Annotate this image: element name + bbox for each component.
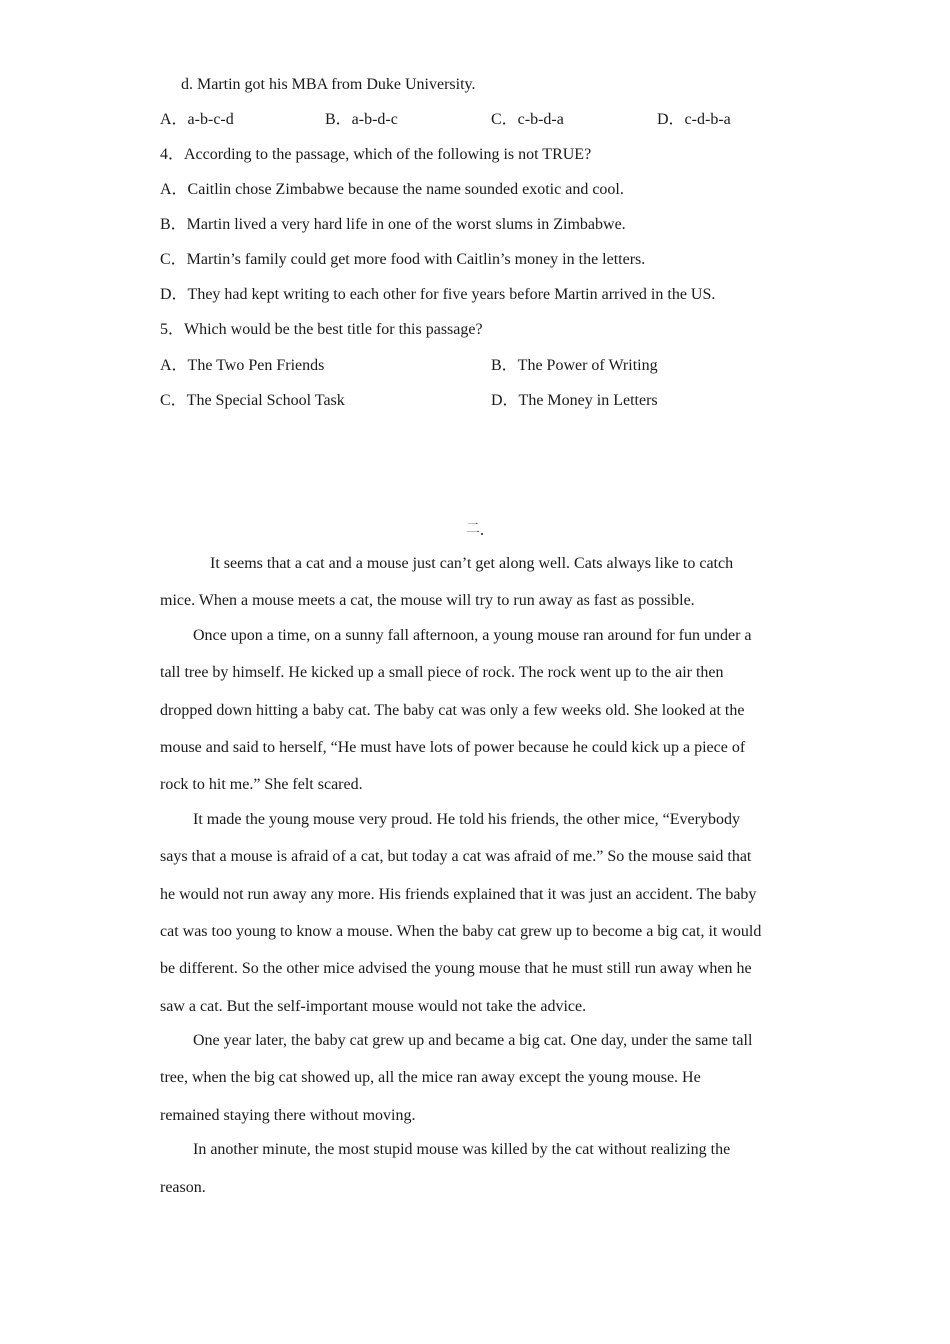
passage-line: says that a mouse is afraid of a cat, but today a cat was afraid of me.” So the mouse said that xyxy=(160,848,752,865)
q4-option-a: A．Caitlin chose Zimbabwe because the name sounded exotic and cool. xyxy=(160,181,624,198)
q5-stem: 5．Which would be the best title for this passage? xyxy=(160,321,483,338)
passage-line: he would not run away any more. His friends explained that it was just an accident. The baby xyxy=(160,886,757,903)
q5-option-c: C．The Special School Task xyxy=(160,392,345,409)
passage-line: mice. When a mouse meets a cat, the mouse will try to run away as fast as possible. xyxy=(160,592,695,609)
section-heading-dot xyxy=(481,533,483,535)
q3-option-b: B．a-b-d-c xyxy=(325,111,398,128)
passage-line: It seems that a cat and a mouse just can’t get along well. Cats always like to catch xyxy=(210,555,734,572)
passage-line: remained staying there without moving. xyxy=(160,1107,416,1124)
passage-line: rock to hit me.” She felt scared. xyxy=(160,776,363,793)
passage-line: mouse and said to herself, “He must have lots of power because he could kick up a piece of xyxy=(160,739,746,756)
section-heading xyxy=(466,520,484,540)
q3-option-a: A．a-b-c-d xyxy=(160,111,234,128)
q5-option-a: A．The Two Pen Friends xyxy=(160,357,325,374)
passage-line: dropped down hitting a baby cat. The baby cat was only a few weeks old. She looked at the xyxy=(160,702,745,719)
q3-option-d: D．c-d-b-a xyxy=(657,111,731,128)
passage-line: tall tree by himself. He kicked up a small piece of rock. The rock went up to the air then xyxy=(160,664,724,681)
q5-option-b: B．The Power of Writing xyxy=(491,357,658,374)
passage-line: It made the young mouse very proud. He told his friends, the other mice, “Everybody xyxy=(193,811,740,828)
passage-line: be different. So the other mice advised the young mouse that he must still run away when he xyxy=(160,960,752,977)
q4-option-b: B．Martin lived a very hard life in one of the worst slums in Zimbabwe. xyxy=(160,216,626,233)
passage-line: reason. xyxy=(160,1179,206,1196)
passage-line: tree, when the big cat showed up, all the mice ran away except the young mouse. He xyxy=(160,1069,701,1086)
section-heading-text: 二 xyxy=(466,522,480,537)
q3-option-c: C．c-b-d-a xyxy=(491,111,564,128)
passage-line: saw a cat. But the self-important mouse would not take the advice. xyxy=(160,998,587,1015)
q5-option-d: D．The Money in Letters xyxy=(491,392,658,409)
passage-line: Once upon a time, on a sunny fall afternoon, a young mouse ran around for fun under a xyxy=(193,627,752,644)
passage-line: cat was too young to know a mouse. When the baby cat grew up to become a big cat, it would xyxy=(160,923,762,940)
passage-line: One year later, the baby cat grew up and became a big cat. One day, under the same tall xyxy=(193,1032,753,1049)
q3-item-d: d. Martin got his MBA from Duke University. xyxy=(181,76,476,93)
passage-line: In another minute, the most stupid mouse was killed by the cat without realizing the xyxy=(193,1141,731,1158)
q4-option-c: C．Martin’s family could get more food with Caitlin’s money in the letters. xyxy=(160,251,646,268)
q4-option-d: D．They had kept writing to each other for five years before Martin arrived in the US. xyxy=(160,286,716,303)
q4-stem: 4．According to the passage, which of the following is not TRUE? xyxy=(160,146,592,163)
